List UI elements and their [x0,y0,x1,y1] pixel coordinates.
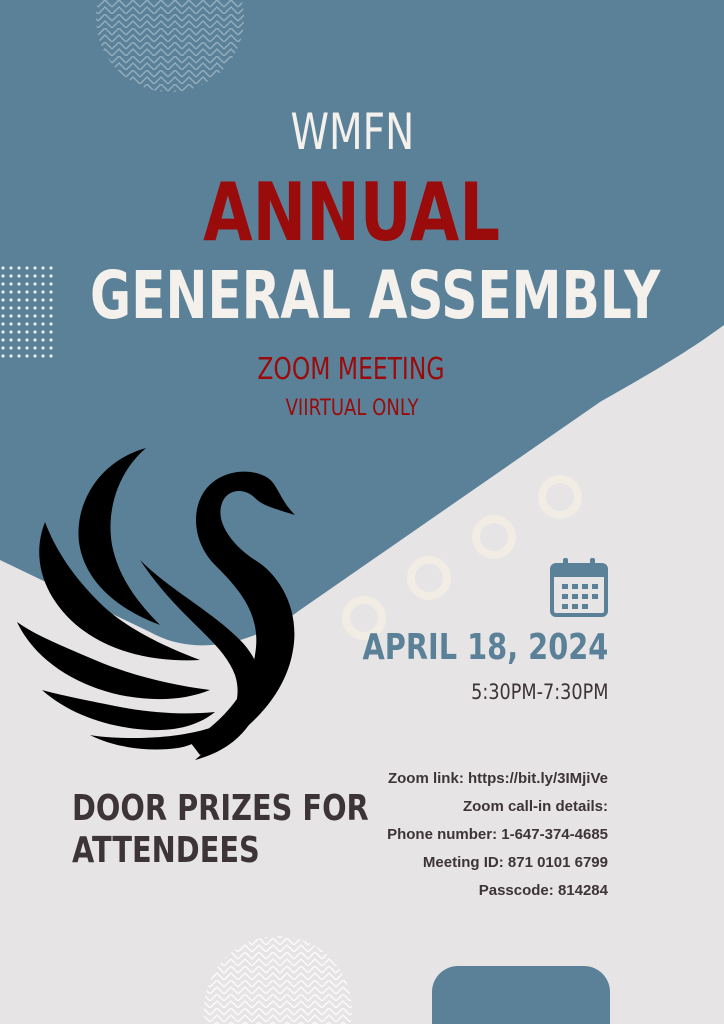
swan-logo [12,448,312,768]
door-prizes-line-2: ATTENDEES [72,830,260,871]
door-prizes-line-1: DOOR PRIZES FOR [72,788,369,829]
event-date: APRIL 18, 2024 [362,627,608,668]
calendar-icon [550,557,608,617]
phone-number: Phone number: 1-647-374-4685 [387,826,608,843]
callin-heading: Zoom call-in details: [462,798,608,815]
passcode: Passcode: 814284 [478,882,608,899]
headline-annual: ANNUAL [203,166,501,259]
meeting-format: ZOOM MEETING [257,352,445,387]
bottom-blue-tab [432,966,610,1024]
event-time: 5:30PM-7:30PM [470,680,608,704]
org-name: WMFN [290,103,414,161]
format-note: VIIRTUAL ONLY [285,396,419,421]
bottom-pattern-circle [204,936,352,1024]
meeting-id: Meeting ID: 871 0101 6799 [422,854,608,871]
event-name: GENERAL ASSEMBLY [90,257,661,334]
zoom-link[interactable]: Zoom link: https://bit.ly/3IMjiVe [387,770,608,787]
